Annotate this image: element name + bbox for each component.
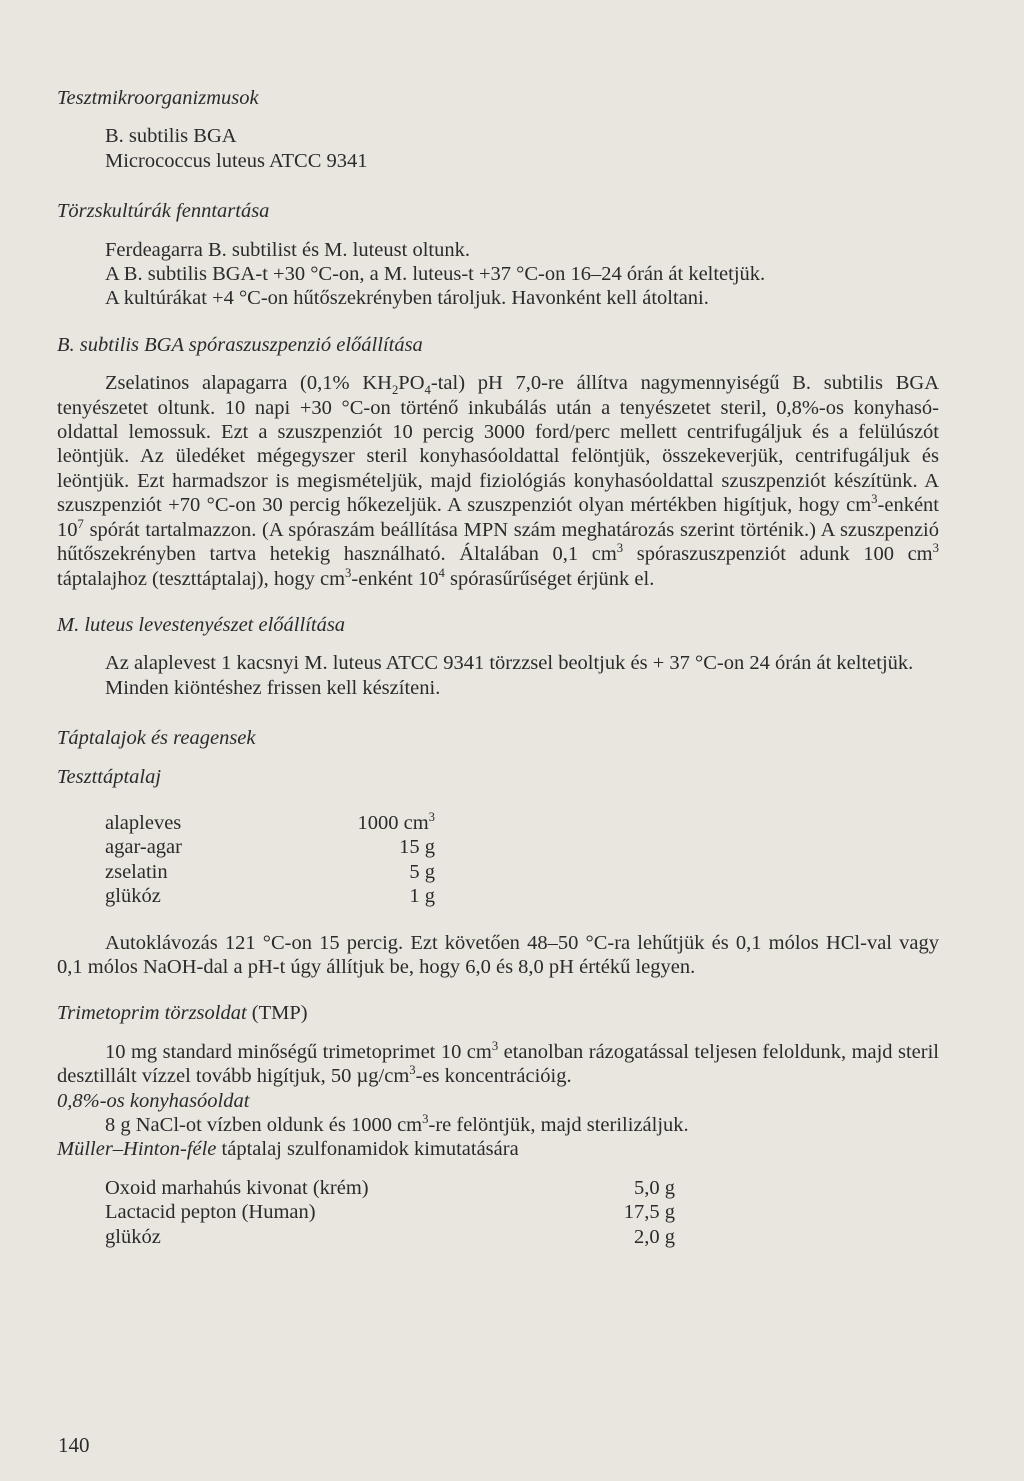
table-row: Lactacid pepton (Human) 17,5 g	[105, 1201, 675, 1224]
subheading-test-medium: Teszttáptalaj	[57, 765, 162, 788]
heading-tmp-stock: Trimetoprim törzsoldat (TMP)	[57, 1002, 308, 1025]
paragraph: Az alaplevest 1 kacsnyi M. luteus ATCC 9341 törzzsel beoltjuk és + 37 °C-on 24 órán át keltetjük.	[105, 652, 914, 675]
heading-test-microorganisms: Tesztmikroorganizmusok	[57, 87, 259, 109]
heading-media-reagents: Táptalajok és reagensek	[57, 727, 256, 750]
organism-item: B. subtilis BGA	[105, 125, 237, 148]
paragraph: A B. subtilis BGA-t +30 °C-on, a M. luteus-t +37 °C-on 16–24 órán át keltetjük.	[105, 263, 766, 286]
paragraph: Ferdeagarra B. subtilist és M. luteust oltunk.	[105, 238, 470, 261]
table-row: glükóz 1 g	[105, 885, 435, 908]
paragraph: A kultúrákat +4 °C-on hűtőszekrényben tároljuk. Havonként kell átoltani.	[105, 287, 709, 310]
paragraph: Minden kiöntéshez frissen kell készíteni.	[105, 676, 441, 699]
table-row: alapleves 1000 $cm^3$	[105, 810, 435, 834]
organism-list	[57, 124, 939, 173]
page-number: 140	[58, 1433, 90, 1457]
heading-saline: 0,8%-os konyhasóoldat	[57, 1089, 250, 1112]
heading-mueller-hinton: Müller–Hinton-féle táptalaj szulfonamidok kimutatására	[57, 1138, 519, 1161]
paragraph-saline: 8 g NaCl-ot vízben oldunk és 1000 $cm^3-re$ felöntjük, majd sterilizáljuk.	[105, 1112, 689, 1136]
paragraph-spore-suspension: Zselatinos alapagarra (0,1% $KH_2PO_4-tal$) pH 7,0-re állítva nagymennyiségű B. subtilis BGA tenyészetet oltunk. 10 napi +30 °C-on történő inkubálás után a tenyészetet steril, 0,8%-os konyhasó-oldattal lemossuk. Ezt a szuszpenziót 10 percig 3000 ford/perc mellett centrifugáljuk és a felülúszót leöntjük. Az üledéket mégegyszer steril konyhasóoldattal felöntjük, összekeverjük, centrifugáljuk és leöntjük. Ezt harmadszor is megismételjük, majd fiziológiás konyhasóoldattal szuszpenziót készítünk. A szuszpenziót +70 °C-on 30 percig hőkezeljük. A szuszpenziót olyan mértékben higítjuk, hogy $cm^3$-enként $10^7$ spórát tartalmazzon. (A spóraszám beállítása MPN szám meghatározás szerint történik.) A szuszpenzió hűtőszekrényben tartva hetekig használható. Általában 0,1 $cm^3$ spóraszuszpenziót adunk 100 $cm^3$ táptalajhoz (teszttáptalaj), hogy $cm^3$-enként $10^4$ spórasűrűséget érjünk el.	[57, 372, 939, 590]
mueller-hinton-table	[105, 1176, 675, 1249]
page-content	[57, 86, 939, 1249]
heading-spore-suspension: B. subtilis BGA spóraszuszpenzió előállítása	[57, 333, 423, 356]
heading-broth-culture: M. luteus levestenyészet előállítása	[57, 613, 346, 636]
table-row: Oxoid marhahús kivonat (krém) 5,0 g	[105, 1176, 675, 1199]
table-row: glükóz 2,0 g	[105, 1225, 675, 1248]
table-row: zselatin 5 g	[105, 860, 435, 883]
table-row: agar-agar 15 g	[105, 836, 435, 859]
organism-item: Micrococcus luteus ATCC 9341	[105, 149, 368, 172]
heading-stock-culture: Törzskultúrák fenntartása	[57, 200, 270, 223]
paragraph-tmp: 10 mg standard minőségű trimetoprimet 10 $cm^3$ etanolban rázogatással teljesen feloldunk, majd steril desztillált vízzel tovább higítjuk, 50 $\mu g/cm^3-es$ koncentrációig.	[57, 1038, 939, 1088]
paragraph: Autoklávozás 121 °C-on 15 percig. Ezt követően 48–50 °C-ra lehűtjük és 0,1 mólos HCl-val vagy 0,1 mólos NaOH-dal a pH-t úgy állítjuk be, hogy 6,0 és 8,0 pH értékű legyen.	[57, 931, 939, 978]
test-medium-table	[105, 811, 435, 909]
